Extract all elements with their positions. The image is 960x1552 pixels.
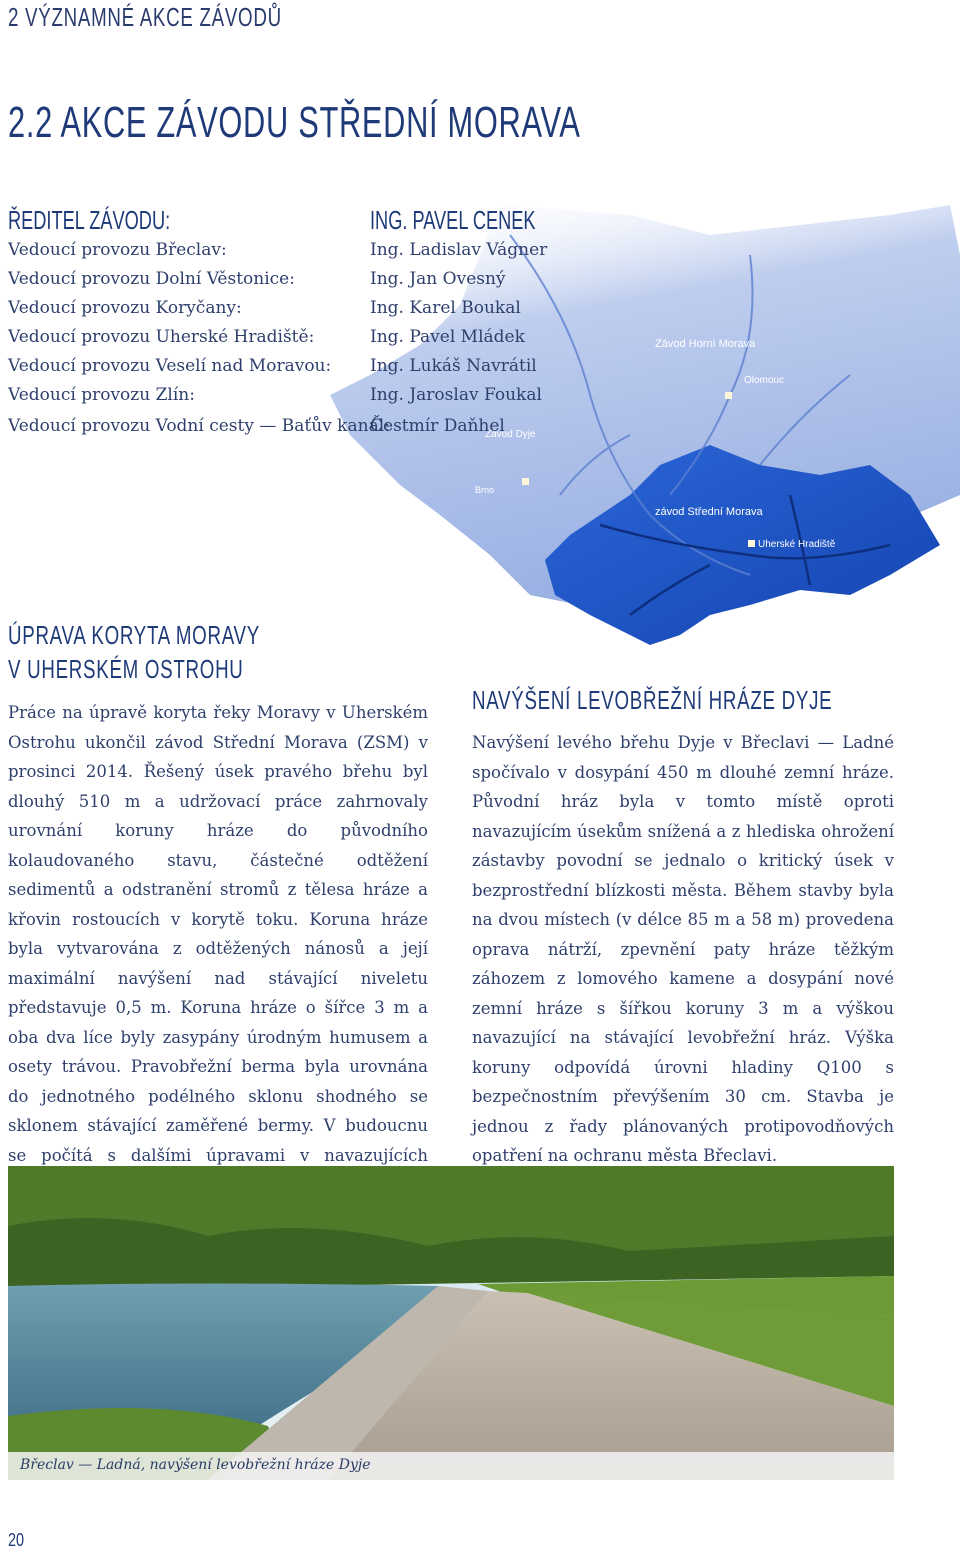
map-label-uh: Uherské Hradiště	[758, 539, 836, 550]
staff-role: Vedoucí provozu Veselí nad Moravou:	[8, 356, 332, 376]
staff-name: Čestmír Daňhel	[370, 416, 505, 436]
staff-name: Ing. Pavel Mládek	[370, 327, 525, 347]
map-label-brno: Brno	[475, 485, 495, 495]
caption-bar	[8, 1452, 894, 1480]
staff-role: Vedoucí provozu Vodní cesty — Baťův kanál:	[8, 416, 390, 436]
chapter-title: 2 VÝZNAMNÉ AKCE ZÁVODŮ	[8, 2, 282, 32]
staff-row	[8, 356, 558, 385]
staff-name: Ing. Ladislav Vágner	[370, 240, 548, 260]
map-label-olomouc: Olomouc	[744, 375, 785, 386]
staff-row	[8, 385, 558, 414]
staff-row	[8, 240, 558, 269]
director-name: ING. PAVEL CENEK	[370, 205, 536, 235]
staff-role: Vedoucí provozu Břeclav:	[8, 240, 227, 260]
page-number: 20	[8, 1530, 25, 1550]
photo-caption: Břeclav — Ladná, navýšení levobřežní hráze Dyje	[20, 1457, 371, 1473]
staff-role: Vedoucí provozu Uherské Hradiště:	[8, 327, 315, 347]
staff-row	[8, 269, 558, 298]
section-title: 2.2 AKCE ZÁVODU STŘEDNÍ MORAVA	[8, 98, 581, 147]
photo-graphic	[8, 1166, 894, 1480]
right-article-text: Navýšení levého břehu Dyje v Břeclavi — Ladné spočívalo v dosypání 450 m dlouhé zemní hráze. Původní hráz byla v tomto místě oproti navazujícím úsekům snížená a z hlediska ohrožení zástavby povodní se jednalo o kritický úsek v bezprostřední blízkosti města. Během stavby byla na dvou místech (v délce 85 m a 58 m) provedena oprava nátrží, zpevnění paty hráze těžkým záhozem z lomového kamene a dosypání nové zemní hráze s šířkou koruny 3 m a výškou navazující na stávající levobřežní hráz. Výška koruny odpovídá úrovni hladiny Q100 s bezpečnostním převýšením 30 cm. Stavba je jednou z řady plánovaných protipovodňových opatření na ochranu města Břeclavi.	[472, 733, 894, 1165]
staff-name: Ing. Jan Ovesný	[370, 269, 506, 289]
dike-photo	[8, 1166, 894, 1480]
director-label: ŘEDITEL ZÁVODU:	[8, 205, 171, 235]
map-label-horni: Závod Horní Morava	[655, 338, 756, 350]
staff-role: Vedoucí provozu Koryčany:	[8, 298, 242, 318]
left-article-text: Práce na úpravě koryta řeky Moravy v Uherském Ostrohu ukončil závod Střední Morava (ZSM) v prosinci 2014. Řešený úsek pravého břehu byl dlouhý 510 m a udržovací práce zahrnovaly urovnání koruny hráze do původního kolaudovaného stavu, částečné odtěžení sedimentů a odstranění stromů z tělesa hráze a křovin rostoucích v korytě toku. Koruna hráze byla vytvarována z odtěžených nánosů a její maximální navýšení nad stávající niveletu představuje 0,5 m. Koruna hráze o šířce 3 m a oba dva líce byly zasypány úrodným humusem a osety trávou. Pravobřežní berma byla urovnána do jednotného podélného sklonu shodného se sklonem stávající zaměřené bermy. V budoucnu se počítá s dalšími úpravami v navazujících	[8, 703, 428, 1165]
olomouc-marker	[725, 392, 732, 399]
right-heading: NAVÝŠENÍ LEVOBŘEŽNÍ HRÁZE DYJE	[472, 685, 833, 715]
staff-row	[8, 298, 558, 327]
director-row	[8, 203, 568, 237]
uh-marker	[748, 540, 755, 547]
map-label-dyje: Závod Dyje	[485, 429, 536, 440]
staff-row	[8, 416, 558, 445]
map-label-sm: závod Střední Morava	[655, 506, 763, 518]
staff-role: Vedoucí provozu Dolní Věstonice:	[8, 269, 295, 289]
left-heading-line1: ÚPRAVA KORYTA MORAVY	[8, 620, 260, 650]
brno-marker	[522, 478, 529, 485]
staff-name: Ing. Lukáš Navrátil	[370, 356, 537, 376]
staff-name: Ing. Karel Boukal	[370, 298, 521, 318]
staff-name: Ing. Jaroslav Foukal	[370, 385, 542, 405]
staff-role: Vedoucí provozu Zlín:	[8, 385, 195, 405]
left-heading-line2: V UHERSKÉM OSTROHU	[8, 654, 244, 684]
staff-row	[8, 327, 558, 356]
